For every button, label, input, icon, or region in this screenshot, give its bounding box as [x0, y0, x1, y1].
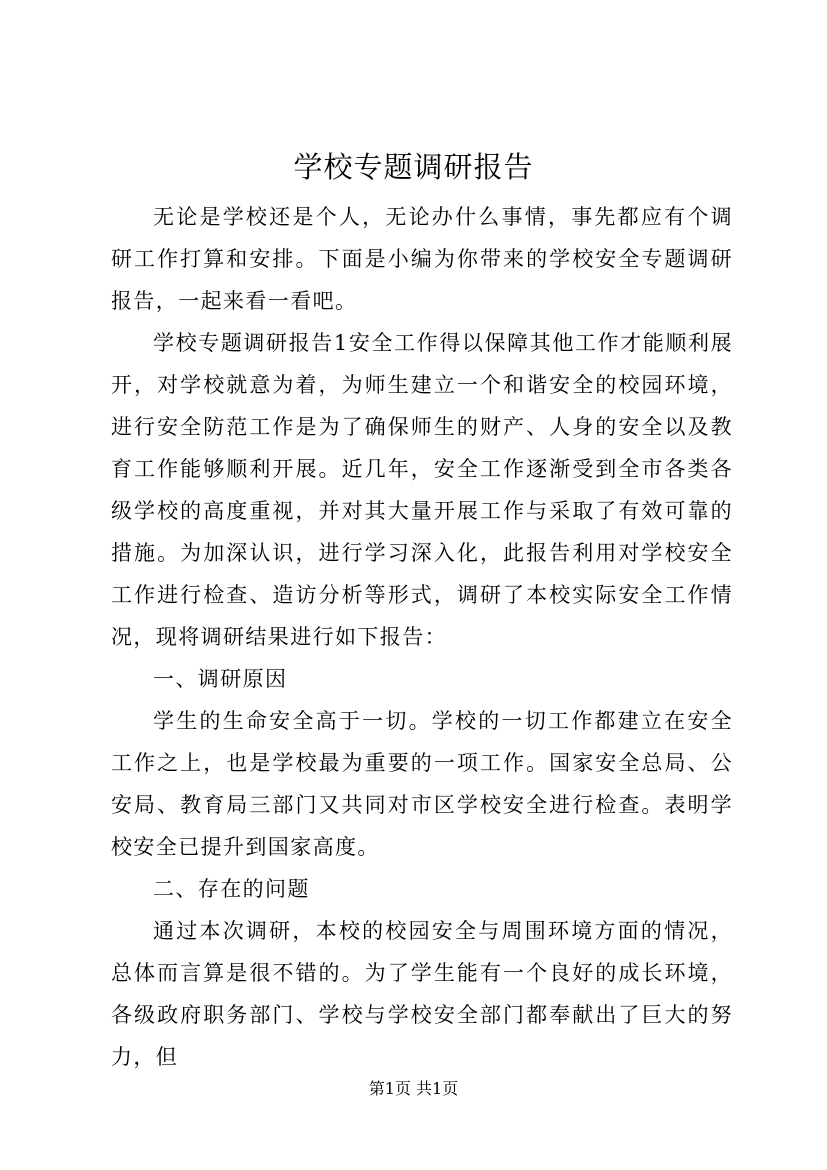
- report-paragraph: 学校专题调研报告1安全工作得以保障其他工作才能顺利展开，对学校就意为着，为师生建立一个和谐安全的校园环境，进行安全防范工作是为了确保师生的财产、人身的安全以及教育工作能够顺利开展。近几年，安全工作逐渐受到全市各类各级学校的高度重视，并对其大量开展工作与采取了有效可靠的措施。为加深认识，进行学习深入化，此报告利用对学校安全工作进行检查、造访分析等形式，调研了本校实际安全工作情况，现将调研结果进行如下报告：: [111, 331, 733, 649]
- reason-paragraph: 学生的生命安全高于一切。学校的一切工作都建立在安全工作之上，也是学校最为重要的一项工作。国家安全总局、公安局、教育局三部门又共同对市区学校安全进行检查。表明学校安全已提升到国家高度。: [111, 709, 733, 859]
- document-body: [111, 196, 733, 1078]
- section-heading-problems: 二、存在的问题: [153, 877, 310, 901]
- page-number-footer: 第1页 共1页: [368, 1079, 459, 1098]
- document-title: 学校专题调研报告: [293, 150, 534, 184]
- intro-paragraph: 无论是学校还是个人，无论办什么事情，事先都应有个调研工作打算和安排。下面是小编为你带来的学校安全专题调研报告，一起来看一看吧。: [111, 205, 733, 313]
- section-heading-reason: 一、调研原因: [153, 667, 288, 691]
- problems-paragraph: 通过本次调研，本校的校园安全与周围环境方面的情况，总体而言算是很不错的。为了学生能有一个良好的成长环境，各级政府职务部门、学校与学校安全部门都奉献出了巨大的努力，但: [111, 919, 733, 1069]
